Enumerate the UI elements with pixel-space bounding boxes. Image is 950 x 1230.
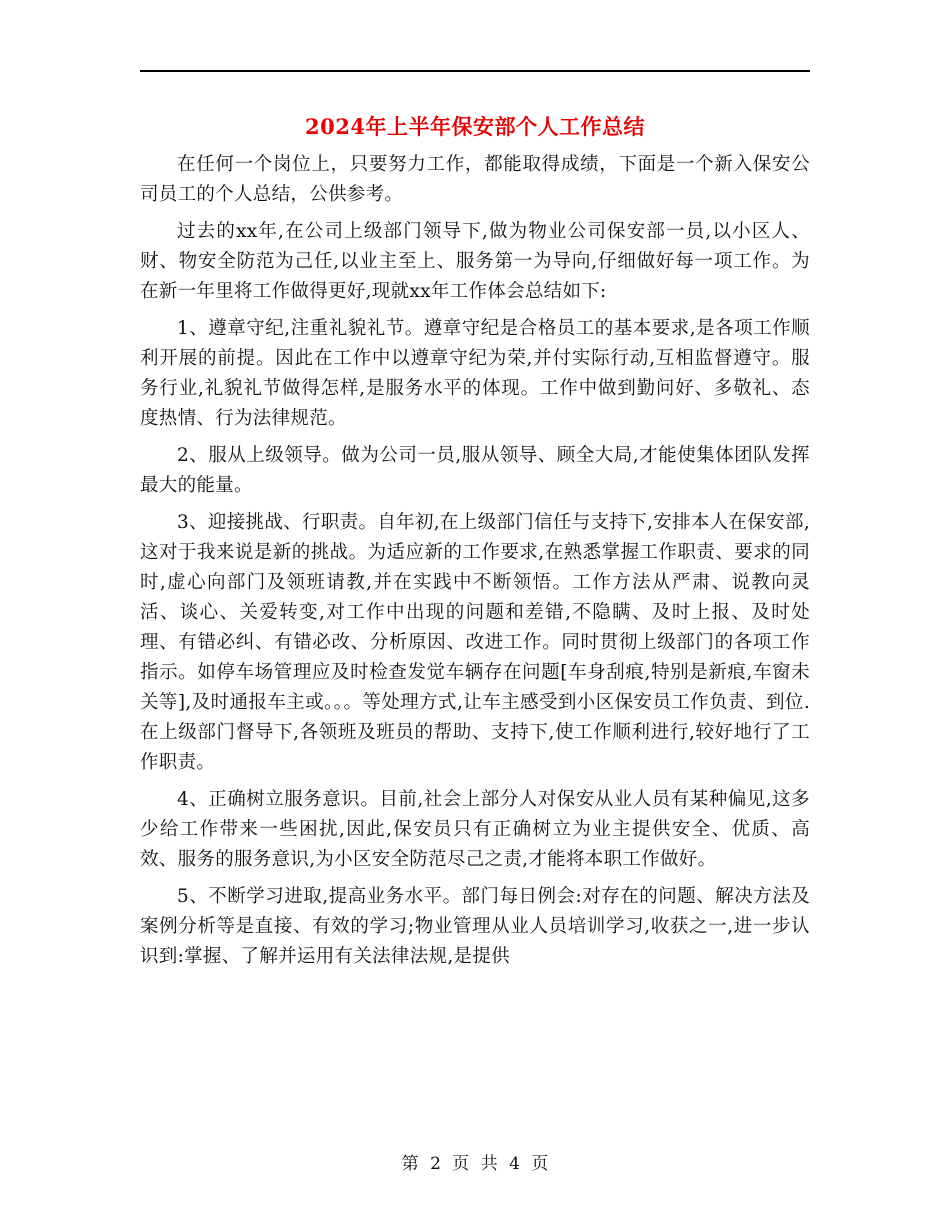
paragraph-item-3: 3、迎接挑战、行职责。自年初,在上级部门信任与支持下,安排本人在保安部,这对于我来说是新的挑战。为适应新的工作要求,在熟悉掌握工作职责、要求的同时,虚心向部门及领班请教,并在实践中不断领悟。工作方法从严肃、说教向灵活、谈心、关爱转变,对工作中出现的问题和差错,不隐瞒、及时上报、及时处理、有错必纠、有错必改、分析原因、改进工作。同时贯彻上级部门的各项工作指示。如停车场管理应及时检查发觉车辆存在问题[车身刮痕,特别是新痕,车窗未关等],及时通报车主或。。。等处理方式,让车主感受到小区保安员工作负责、到位.在上级部门督导下,各领班及班员的帮助、支持下,使工作顺利进行,较好地行了工作职责。 bbox=[140, 512, 810, 773]
page-number-footer: 第 2 页 共 4 页 bbox=[401, 1154, 549, 1174]
document-body bbox=[140, 150, 810, 979]
paragraph-item-2: 2、服从上级领导。做为公司一员,服从领导、顾全大局,才能使集体团队发挥最大的能量。 bbox=[140, 445, 810, 496]
paragraph-item-1: 1、遵章守纪,注重礼貌礼节。遵章守纪是合格员工的基本要求,是各项工作顺利开展的前提。因此在工作中以遵章守纪为荣,并付实际行动,互相监督遵守。服务行业,礼貌礼节做得怎样,是服务水平的体现。工作中做到勤问好、多敬礼、态度热情、行为法律规范。 bbox=[140, 318, 810, 429]
paragraph-item-5: 5、不断学习进取,提高业务水平。部门每日例会:对存在的问题、解决方法及案例分析等是直接、有效的学习;物业管理从业人员培训学习,收获之一,进一步认识到:掌握、了解并运用有关法律法规,是提供 bbox=[140, 886, 810, 967]
header-rule bbox=[140, 70, 810, 72]
paragraph-intro: 在任何一个岗位上，只要努力工作，都能取得成绩，下面是一个新入保安公司员工的个人总结，公供参考。 bbox=[140, 154, 810, 205]
paragraph-item-4: 4、正确树立服务意识。目前,社会上部分人对保安从业人员有某种偏见,这多少给工作带来一些困扰,因此,保安员只有正确树立为业主提供安全、优质、高效、服务的服务意识,为小区安全防范尽己之责,才能将本职工作做好。 bbox=[140, 789, 810, 870]
document-title: 2024年上半年保安部个人工作总结 bbox=[305, 114, 645, 139]
paragraph-overview: 过去的xx年,在公司上级部门领导下,做为物业公司保安部一员,以小区人、财、物安全防范为己任,以业主至上、服务第一为导向,仔细做好每一项工作。为在新一年里将工作做得更好,现就xx年工作体会总结如下: bbox=[140, 221, 810, 302]
